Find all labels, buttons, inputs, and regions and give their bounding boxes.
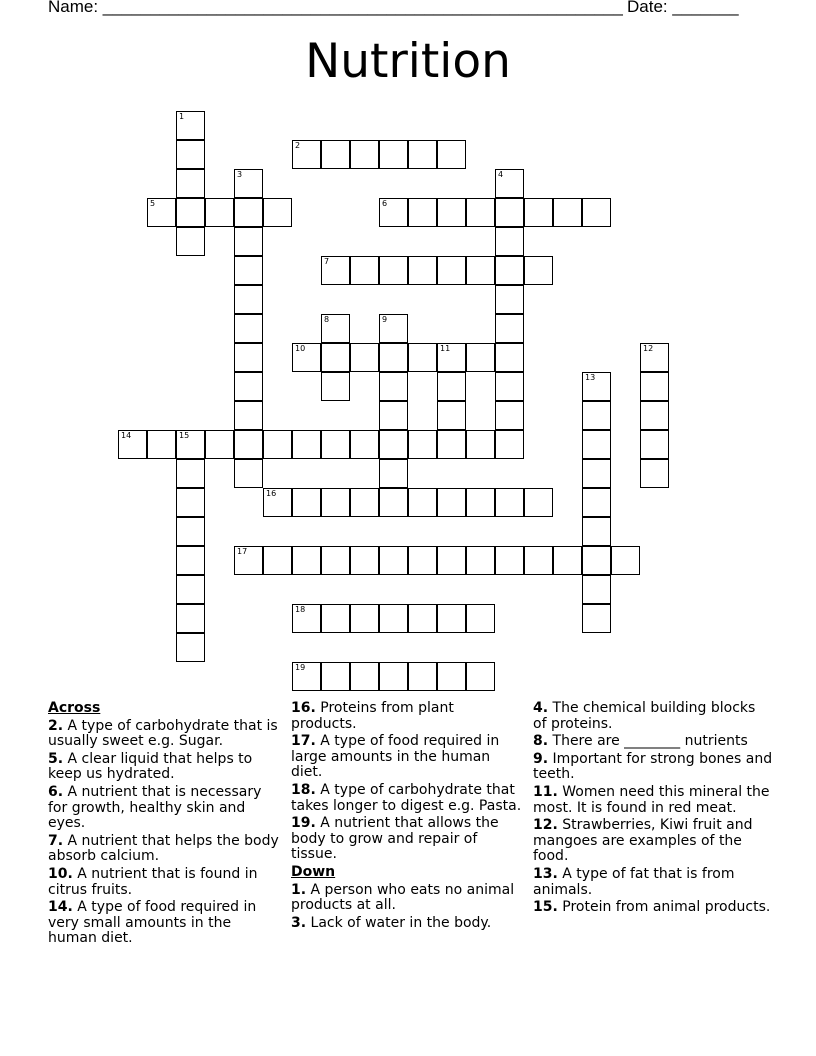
clue-item <box>48 834 280 865</box>
crossword-cell[interactable] <box>379 198 408 227</box>
clue-item-number: 13. <box>533 865 558 882</box>
crossword-cell[interactable] <box>524 488 553 517</box>
crossword-cell[interactable] <box>321 372 350 401</box>
crossword-cell[interactable] <box>437 140 466 169</box>
crossword-cell[interactable] <box>379 459 408 488</box>
crossword-cell[interactable] <box>350 343 379 372</box>
crossword-cell[interactable] <box>437 604 466 633</box>
crossword-cell[interactable] <box>437 662 466 691</box>
name-field[interactable]: Name: _______________________________________________________ <box>48 0 623 16</box>
clue-number: 9 <box>382 315 388 324</box>
clue-item-text: A type of fat that is from animals. <box>533 865 735 898</box>
crossword-cell[interactable] <box>234 285 263 314</box>
crossword-cell[interactable] <box>495 343 524 372</box>
crossword-cell[interactable] <box>553 198 582 227</box>
crossword-cell[interactable] <box>582 198 611 227</box>
clue-item-text: Women need this mineral the most. It is found in red meat. <box>533 783 770 816</box>
crossword-cell[interactable] <box>292 140 321 169</box>
crossword-cell[interactable] <box>379 401 408 430</box>
crossword-cell[interactable] <box>205 198 234 227</box>
clue-item <box>291 916 523 932</box>
clue-item <box>48 900 280 947</box>
crossword-cell[interactable] <box>321 488 350 517</box>
clue-item-text: A nutrient that is found in citrus fruits. <box>48 865 258 898</box>
crossword-cell[interactable] <box>408 546 437 575</box>
clue-item <box>533 867 773 898</box>
page-title: Nutrition <box>305 34 511 89</box>
crossword-cell[interactable] <box>234 401 263 430</box>
clue-number: 10 <box>295 344 306 353</box>
clue-item <box>291 734 523 781</box>
clue-item-number: 10. <box>48 865 73 882</box>
clue-item-text: A person who eats no animal products at all. <box>291 881 515 914</box>
clue-item-number: 2. <box>48 717 64 734</box>
clue-number: 7 <box>324 257 330 266</box>
clue-item-text: There are ________ nutrients <box>552 733 748 750</box>
clue-item <box>291 701 523 732</box>
crossword-cell[interactable] <box>582 401 611 430</box>
crossword-cell[interactable] <box>350 604 379 633</box>
crossword-cell[interactable] <box>466 256 495 285</box>
clue-item-number: 14. <box>48 899 73 916</box>
clue-item <box>48 719 280 750</box>
crossword-cell[interactable] <box>176 111 205 140</box>
clue-number: 19 <box>295 663 306 672</box>
crossword-cell[interactable] <box>321 546 350 575</box>
crossword-cell[interactable] <box>234 459 263 488</box>
crossword-cell[interactable] <box>350 662 379 691</box>
crossword-cell[interactable] <box>495 285 524 314</box>
clue-item-text: Important for strong bones and teeth. <box>533 750 773 783</box>
clues-column-1 <box>48 701 280 949</box>
clue-item-text: Strawberries, Kiwi fruit and mangoes are examples of the food. <box>533 817 753 865</box>
crossword-cell[interactable] <box>495 372 524 401</box>
clue-number: 18 <box>295 605 306 614</box>
crossword-cell[interactable] <box>292 546 321 575</box>
clue-item-number: 9. <box>533 750 549 767</box>
crossword-cell[interactable] <box>408 140 437 169</box>
across-heading: Across <box>48 700 101 716</box>
crossword-cell[interactable] <box>176 140 205 169</box>
clue-number: 13 <box>585 373 596 382</box>
crossword-cell[interactable] <box>437 430 466 459</box>
clue-number: 15 <box>179 431 190 440</box>
crossword-cell[interactable] <box>176 575 205 604</box>
clue-item <box>533 785 773 816</box>
clue-number: 17 <box>237 547 248 556</box>
crossword-cell[interactable] <box>466 662 495 691</box>
crossword-cell[interactable] <box>582 459 611 488</box>
crossword-cell[interactable] <box>640 343 669 372</box>
clue-number: 3 <box>237 170 243 179</box>
crossword-cell[interactable] <box>408 256 437 285</box>
crossword-cell[interactable] <box>176 517 205 546</box>
clue-item-number: 3. <box>291 914 307 931</box>
clue-item-text: A nutrient that helps the body absorb calcium. <box>48 832 279 865</box>
crossword-cell[interactable] <box>437 488 466 517</box>
clue-item <box>533 734 773 750</box>
clue-item-text: Lack of water in the body. <box>310 914 492 931</box>
crossword-cell[interactable] <box>495 488 524 517</box>
clue-item-text: Proteins from plant products. <box>291 700 454 732</box>
clue-item-number: 11. <box>533 783 558 800</box>
clue-item-number: 17. <box>291 733 316 750</box>
crossword-cell[interactable] <box>292 343 321 372</box>
clue-item <box>291 783 523 814</box>
crossword-cell[interactable] <box>379 343 408 372</box>
crossword-cell[interactable] <box>176 546 205 575</box>
crossword-cell[interactable] <box>553 546 582 575</box>
clue-item-number: 12. <box>533 817 558 834</box>
crossword-cell[interactable] <box>350 430 379 459</box>
clue-number: 4 <box>498 170 504 179</box>
crossword-cell[interactable] <box>582 575 611 604</box>
crossword-cell[interactable] <box>321 430 350 459</box>
crossword-cell[interactable] <box>379 604 408 633</box>
crossword-cell[interactable] <box>437 256 466 285</box>
crossword-cell[interactable] <box>408 343 437 372</box>
clue-number: 11 <box>440 344 451 353</box>
crossword-cell[interactable] <box>292 604 321 633</box>
crossword-cell[interactable] <box>234 169 263 198</box>
clue-item-text: A nutrient that is necessary for growth, healthy skin and eyes. <box>48 783 262 832</box>
crossword-cell[interactable] <box>234 198 263 227</box>
crossword-cell[interactable] <box>437 198 466 227</box>
clue-number: 8 <box>324 315 330 324</box>
crossword-cell[interactable] <box>379 314 408 343</box>
crossword-cell[interactable] <box>234 227 263 256</box>
crossword-cell[interactable] <box>321 140 350 169</box>
crossword-cell[interactable] <box>437 401 466 430</box>
clue-item <box>533 900 773 916</box>
crossword-cell[interactable] <box>611 546 640 575</box>
crossword-cell[interactable] <box>321 343 350 372</box>
crossword-cell[interactable] <box>176 459 205 488</box>
crossword-cell[interactable] <box>379 256 408 285</box>
clue-item-number: 4. <box>533 700 549 716</box>
clue-item-number: 5. <box>48 750 64 767</box>
crossword-cell[interactable] <box>408 488 437 517</box>
crossword-cell[interactable] <box>495 169 524 198</box>
clue-number: 5 <box>150 199 156 208</box>
clue-item-number: 16. <box>291 700 316 716</box>
down-heading: Down <box>291 863 336 880</box>
crossword-cell[interactable] <box>437 546 466 575</box>
crossword-cell[interactable] <box>495 227 524 256</box>
clue-item <box>291 883 523 914</box>
clue-item-text: A type of food required in large amounts in the human diet. <box>291 733 500 781</box>
crossword-cell[interactable] <box>379 372 408 401</box>
clue-number: 16 <box>266 489 277 498</box>
crossword-cell[interactable] <box>176 430 205 459</box>
clue-item <box>533 818 773 865</box>
crossword-cell[interactable] <box>176 488 205 517</box>
clue-item <box>48 785 280 832</box>
crossword-cell[interactable] <box>263 198 292 227</box>
crossword-cell[interactable] <box>147 198 176 227</box>
clue-item <box>48 867 280 898</box>
crossword-cell[interactable] <box>176 169 205 198</box>
crossword-cell[interactable] <box>234 314 263 343</box>
clue-item-text: Protein from animal products. <box>562 899 771 916</box>
crossword-cell[interactable] <box>234 430 263 459</box>
clue-item-text: A type of food required in very small amounts in the human diet. <box>48 899 257 947</box>
clue-item-number: 1. <box>291 881 307 898</box>
crossword-cell[interactable] <box>234 372 263 401</box>
crossword-cell[interactable] <box>495 430 524 459</box>
crossword-cell[interactable] <box>495 198 524 227</box>
crossword-cell[interactable] <box>495 256 524 285</box>
crossword-cell[interactable] <box>640 430 669 459</box>
crossword-cell[interactable] <box>176 633 205 662</box>
crossword-cell[interactable] <box>582 372 611 401</box>
crossword-cell[interactable] <box>350 256 379 285</box>
clue-item-number: 8. <box>533 733 549 750</box>
clue-item-text: A type of carbohydrate that is usually sweet e.g. Sugar. <box>48 717 278 750</box>
crossword-cell[interactable] <box>176 198 205 227</box>
crossword-cell[interactable] <box>350 488 379 517</box>
crossword-cell[interactable] <box>176 604 205 633</box>
crossword-cell[interactable] <box>466 546 495 575</box>
crossword-cell[interactable] <box>205 430 234 459</box>
crossword-cell[interactable] <box>495 314 524 343</box>
clue-item-text: A type of carbohydrate that takes longer to digest e.g. Pasta. <box>291 781 522 814</box>
crossword-cell[interactable] <box>292 430 321 459</box>
crossword-cell[interactable] <box>437 343 466 372</box>
clue-item-text: The chemical building blocks of proteins. <box>533 700 756 732</box>
crossword-cell[interactable] <box>408 198 437 227</box>
crossword-cell[interactable] <box>466 198 495 227</box>
clue-item-number: 18. <box>291 781 316 798</box>
crossword-cell[interactable] <box>582 430 611 459</box>
clue-item <box>533 752 773 783</box>
clues-column-3 <box>533 701 773 918</box>
crossword-cell[interactable] <box>379 662 408 691</box>
clue-item-number: 15. <box>533 899 558 916</box>
clue-item-number: 7. <box>48 832 64 849</box>
crossword-cell[interactable] <box>582 488 611 517</box>
crossword-cell[interactable] <box>263 546 292 575</box>
crossword-cell[interactable] <box>582 546 611 575</box>
crossword-cell[interactable] <box>292 488 321 517</box>
crossword-cell[interactable] <box>350 546 379 575</box>
clue-item <box>291 816 523 863</box>
crossword-cell[interactable] <box>234 343 263 372</box>
crossword-cell[interactable] <box>234 256 263 285</box>
crossword-cell[interactable] <box>408 604 437 633</box>
crossword-cell[interactable] <box>118 430 147 459</box>
crossword-cell[interactable] <box>292 662 321 691</box>
crossword-cell[interactable] <box>495 546 524 575</box>
clue-number: 12 <box>643 344 654 353</box>
crossword-cell[interactable] <box>582 517 611 546</box>
clue-number: 14 <box>121 431 132 440</box>
crossword-cell[interactable] <box>350 140 379 169</box>
clue-item-number: 6. <box>48 783 64 800</box>
clues-column-2 <box>291 701 523 933</box>
crossword-cell[interactable] <box>379 488 408 517</box>
crossword-cell[interactable] <box>524 198 553 227</box>
crossword-cell[interactable] <box>263 488 292 517</box>
crossword-cell[interactable] <box>176 227 205 256</box>
clue-item-text: A nutrient that allows the body to grow and repair of tissue. <box>291 815 499 863</box>
crossword-cell[interactable] <box>640 459 669 488</box>
crossword-cell[interactable] <box>466 488 495 517</box>
crossword-cell[interactable] <box>321 662 350 691</box>
crossword-cell[interactable] <box>466 343 495 372</box>
crossword-cell[interactable] <box>321 604 350 633</box>
clue-item <box>533 701 773 732</box>
crossword-cell[interactable] <box>640 401 669 430</box>
crossword-cell[interactable] <box>321 256 350 285</box>
clue-number: 2 <box>295 141 301 150</box>
crossword-cell[interactable] <box>408 430 437 459</box>
date-field[interactable]: Date: _______ <box>627 0 739 16</box>
clue-item <box>48 752 280 783</box>
clue-item-text: A clear liquid that helps to keep us hydrated. <box>48 750 253 783</box>
crossword-cell[interactable] <box>495 401 524 430</box>
crossword-cell[interactable] <box>379 430 408 459</box>
crossword-cell[interactable] <box>466 430 495 459</box>
crossword-cell[interactable] <box>524 546 553 575</box>
crossword-cell[interactable] <box>582 604 611 633</box>
crossword-cell[interactable] <box>524 256 553 285</box>
crossword-cell[interactable] <box>437 372 466 401</box>
clue-number: 6 <box>382 199 388 208</box>
crossword-cell[interactable] <box>408 662 437 691</box>
crossword-cell[interactable] <box>321 314 350 343</box>
crossword-cell[interactable] <box>234 546 263 575</box>
crossword-cell[interactable] <box>379 140 408 169</box>
crossword-cell[interactable] <box>466 604 495 633</box>
clue-item-number: 19. <box>291 815 316 832</box>
crossword-cell[interactable] <box>640 372 669 401</box>
crossword-cell[interactable] <box>147 430 176 459</box>
clue-number: 1 <box>179 112 185 121</box>
crossword-cell[interactable] <box>263 430 292 459</box>
crossword-cell[interactable] <box>379 546 408 575</box>
